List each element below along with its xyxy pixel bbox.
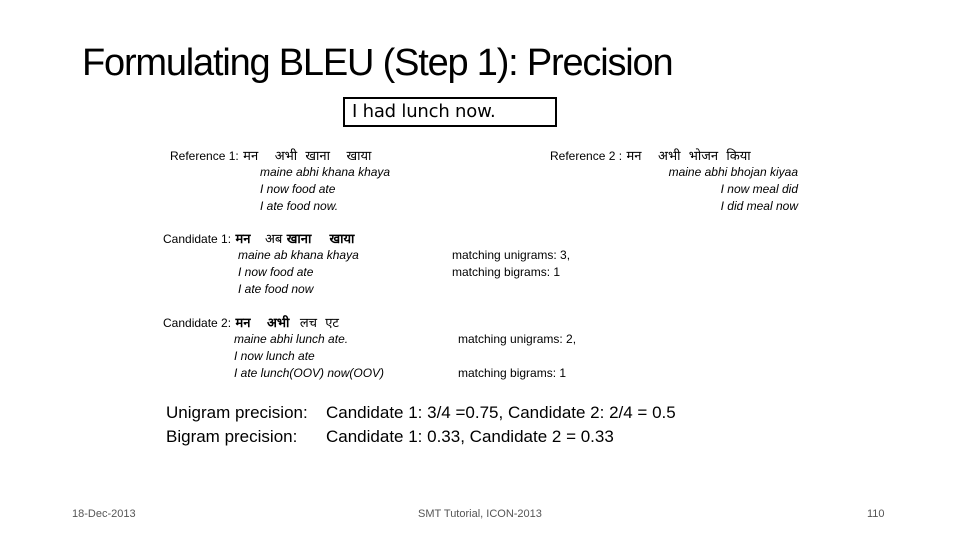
candidate1-line: I now food ate (238, 265, 314, 279)
candidate2-line: maine abhi lunch ate. (234, 332, 349, 346)
candidate1-lines (238, 247, 359, 298)
candidate2-line: I ate lunch(OOV) now(OOV) (234, 366, 385, 380)
candidate2-matching-unigrams: matching unigrams: 2, (458, 332, 577, 346)
candidate2-hindi-bold: अभी (266, 316, 290, 331)
precision-summary (166, 401, 676, 449)
bigram-precision-row (166, 425, 676, 449)
candidate1-hindi-bold: मन (235, 232, 251, 247)
candidate1-line: I ate food now (238, 282, 314, 296)
candidate1-hindi-bold: खाना खाया (286, 232, 355, 247)
matching-unigrams: matching unigrams: 3, (452, 248, 571, 262)
candidate1-matching (452, 247, 570, 281)
slide-title: Formulating BLEU (Step 1): Precision (82, 42, 673, 84)
reference1-line: maine abhi khana khaya (260, 165, 391, 179)
candidate1-header (163, 229, 354, 248)
candidate2-lines (234, 331, 384, 382)
reference1-lines (260, 164, 390, 215)
reference2-hindi: मन अभी भोजन किया (626, 149, 751, 164)
reference1-hindi: मन अभी खाना खाया (243, 149, 372, 164)
candidate2-label: Candidate 2: (163, 316, 232, 330)
unigram-precision-value: Candidate 1: 3/4 =0.75, Candidate 2: 2/4 = 0.5 (326, 403, 676, 422)
candidate2-matching-bigrams: matching bigrams: 1 (458, 366, 567, 380)
reference2-header (550, 146, 751, 165)
candidate2-line: I now lunch ate (234, 349, 315, 363)
unigram-precision-label: Unigram precision: (166, 403, 308, 422)
reference1-line: I ate food now. (260, 199, 339, 213)
candidate2-hindi-bold: मन (235, 316, 251, 331)
reference2-lines (669, 164, 798, 215)
matching-bigrams: matching bigrams: 1 (452, 265, 561, 279)
reference2-label: Reference 2 : (550, 149, 623, 163)
bigram-precision-value: Candidate 1: 0.33, Candidate 2 = 0.33 (326, 427, 614, 446)
candidate2-header (163, 313, 339, 332)
reference2-line: I did meal now (720, 199, 798, 213)
reference2-line: maine abhi bhojan kiyaa (668, 165, 798, 179)
page-number: 110 (867, 508, 885, 520)
footer-center: SMT Tutorial, ICON-2013 (418, 508, 542, 520)
candidate1-hindi-plain: अब (264, 232, 283, 247)
reference1-line: I now food ate (260, 182, 336, 196)
candidate2-hindi-plain: लच एट (299, 316, 339, 331)
reference1-label: Reference 1: (170, 149, 239, 163)
candidate1-label: Candidate 1: (163, 232, 232, 246)
unigram-precision-row (166, 401, 676, 425)
bigram-precision-label: Bigram precision: (166, 427, 298, 446)
reference2-line: I now meal did (720, 182, 798, 196)
candidate1-line: maine ab khana khaya (238, 248, 359, 262)
reference1-header (170, 146, 371, 165)
footer-date: 18-Dec-2013 (72, 508, 136, 520)
source-sentence-box: I had lunch now. (343, 97, 557, 127)
